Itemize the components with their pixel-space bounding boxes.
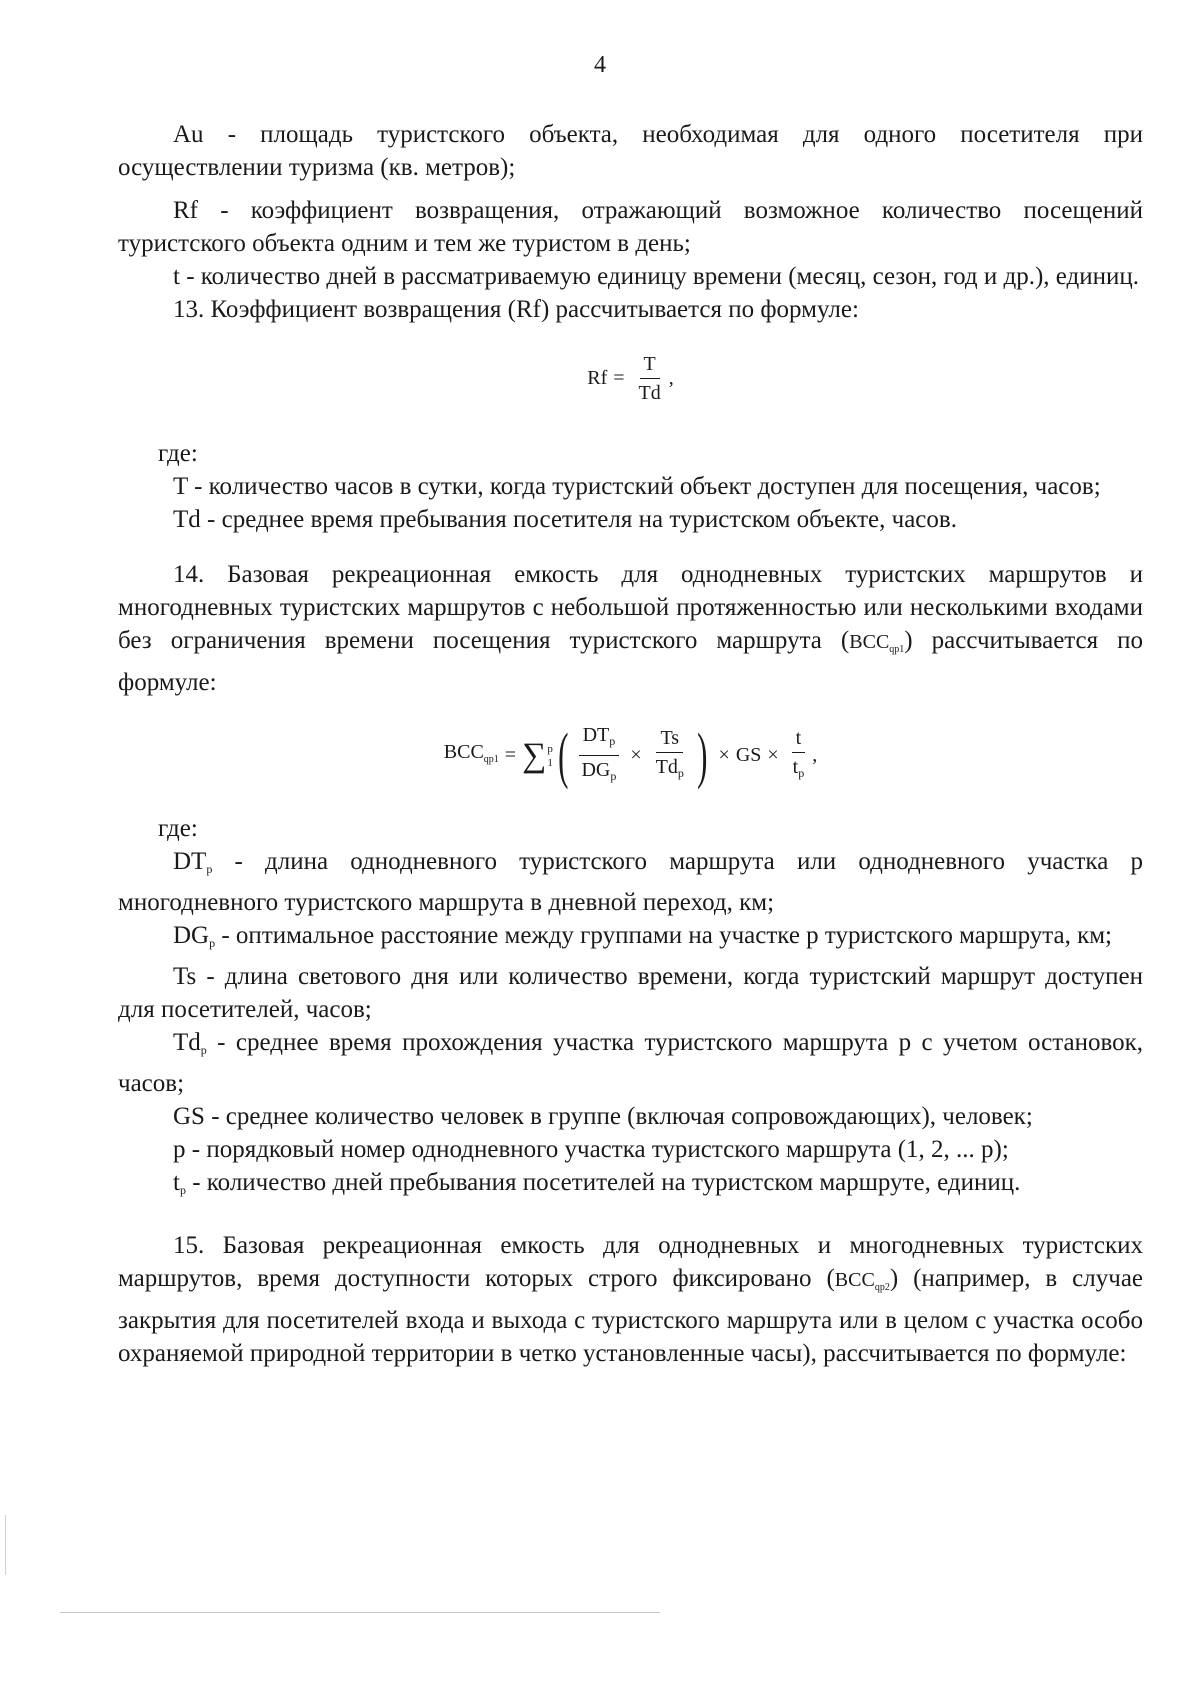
paragraph-14-symbol: BCC xyxy=(849,631,890,653)
def-DGp-sym: DG xyxy=(173,922,210,949)
formula-rf-denominator: Td xyxy=(638,382,661,404)
def-tp xyxy=(118,1166,1143,1207)
def-Tdp-text: - среднее время прохождения участка туристского маршрута p с учетом остановок, часов; xyxy=(118,1029,1143,1097)
def-GS-text: - среднее количество человек в группе (включая сопровождающих), человек; xyxy=(204,1103,1033,1130)
document-body xyxy=(118,118,1143,1370)
def-T: T - количество часов в сутки, когда туристский объект доступен для посещения, часов; xyxy=(173,473,1101,500)
def-Tdp-sub: p xyxy=(200,1043,207,1057)
def-DTp-sub: p xyxy=(206,862,213,876)
times-2: × xyxy=(718,744,730,766)
def-au: Au - площадь туристского объекта, необходимая для одного посетителя при осуществлении туризма (кв. метров); xyxy=(118,121,1143,181)
right-paren: ) xyxy=(697,721,708,790)
formula-bcc xyxy=(118,721,1143,790)
formula-rf-numerator: T xyxy=(640,350,660,379)
formula-bcc-eq: = xyxy=(504,744,517,766)
fraction-2-numerator: Ts xyxy=(656,724,683,753)
def-DGp-text: - оптимальное расстояние между группами на участке p туристского маршрута, км; xyxy=(215,922,1112,949)
scan-bottom-line xyxy=(60,1612,660,1613)
sum-symbol: ∑ p 1 xyxy=(522,737,553,774)
def-GS-sym: GS xyxy=(173,1103,205,1130)
formula-rf-lhs: Rf xyxy=(587,367,608,389)
formula-rf-tail: , xyxy=(668,367,674,389)
def-tp-sym: t xyxy=(173,1169,180,1196)
def-Tdp-sym: Td xyxy=(173,1029,201,1056)
def-GS xyxy=(118,1100,1143,1133)
page-number: 4 xyxy=(594,52,606,78)
formula-rf-fraction xyxy=(635,350,665,407)
left-paren: ( xyxy=(557,721,569,790)
formula-rf xyxy=(118,350,1143,407)
fraction-3-denominator-sub: p xyxy=(798,766,805,780)
def-tp-text: - количество дней пребывания посетителей на туристском маршруте, единиц. xyxy=(185,1169,1021,1196)
formula-bcc-gs: GS xyxy=(735,744,762,766)
def-DTp-text: - длина однодневного туристского маршрута или однодневного участка p многодневного туристского маршрута в дневной переход, км; xyxy=(118,848,1143,916)
def-Td: Td - среднее время пребывания посетителя на туристском объекте, часов. xyxy=(173,506,957,533)
paragraph-14: 14. Базовая рекреационная емкость для однодневных туристских маршрутов и многодневных туристских маршрутов с небольшой протяженностью или несколькими входами без ограничения времени посещения туристского маршрута (BCCqp1) рассчитывается по формуле: xyxy=(118,561,1144,696)
times-3: × xyxy=(767,744,779,766)
paragraph-14-symbol-sub: qp1 xyxy=(889,644,905,655)
where-label-1: где: xyxy=(158,440,198,467)
where-label-2: где: xyxy=(158,815,198,842)
paragraph-14-text: 14. Базовая рекреационная емкость для однодневных туристских маршрутов и многодневных туристских маршрутов с небольшой протяженностью или несколькими входами без ограничения времени посещения туристского маршрута xyxy=(118,561,1143,654)
paragraph-14-end: рассчитывается по формуле: xyxy=(118,627,1144,696)
formula-bcc-fraction-1 xyxy=(577,721,620,790)
paragraph-15-symbol-sub: qp2 xyxy=(874,1282,890,1293)
formula-bcc-fraction-3 xyxy=(789,724,809,787)
fraction-1-denominator-sym: DG xyxy=(581,759,611,781)
def-Ts-text: - длина светового дня или количество времени, когда туристский маршрут доступен для посетителей, часов; xyxy=(118,963,1143,1023)
formula-bcc-lhs-sym: BCC xyxy=(443,740,484,763)
fraction-1-numerator-sym: DT xyxy=(582,724,610,746)
fraction-2-denominator xyxy=(652,753,688,787)
scan-edge-mark xyxy=(5,1515,6,1575)
def-Ts-sym: Ts xyxy=(173,963,197,990)
def-Tdp xyxy=(118,1026,1143,1100)
fraction-3-denominator xyxy=(789,753,809,787)
formula-bcc-fraction-2 xyxy=(652,724,688,787)
def-rf: Rf - коэффициент возвращения, отражающий возможное количество посещений туристского объекта одним и тем же туристом в день; xyxy=(118,197,1143,257)
def-DGp-sub: p xyxy=(209,936,216,950)
sum-lower-limit: 1 xyxy=(547,756,553,769)
def-p-text: - порядковый номер однодневного участка туристского маршрута (1, 2, ... p); xyxy=(185,1136,1009,1163)
def-DGp xyxy=(118,919,1143,960)
formula-rf-eq: = xyxy=(613,367,625,389)
fraction-3-denominator-sym: t xyxy=(792,756,799,778)
paragraph-15-text-b: (например, в случае закрытия для посетителей входа и выхода с туристского маршрута или в целом с участка особо охраняемой природной территории в четко установленные часы), рассчитывается по формуле: xyxy=(118,1265,1144,1367)
fraction-2-denominator-sym: Td xyxy=(655,756,678,778)
fraction-3-numerator: t xyxy=(792,724,806,753)
paragraph-15-symbol: BCC xyxy=(834,1269,875,1291)
times-1: × xyxy=(630,744,642,766)
formula-bcc-lhs xyxy=(444,736,499,776)
fraction-1-numerator xyxy=(579,721,620,756)
def-DTp-sym: DT xyxy=(173,848,207,875)
fraction-1-numerator-sub: p xyxy=(609,734,616,748)
fraction-1-denominator-sub: p xyxy=(610,769,617,783)
def-Ts xyxy=(118,960,1143,1026)
def-tp-sub: p xyxy=(179,1183,186,1197)
paragraph-15: 15. Базовая рекреационная емкость для однодневных и многодневных туристских маршрутов, время доступности которых строго фиксировано (BCCqp2) (например, в случае закрытия для посетителей входа и выхода с туристского маршрута или в целом с участка особо охраняемой природной территории в четко установленные часы), рассчитывается по формуле: xyxy=(118,1232,1144,1367)
formula-bcc-tail: , xyxy=(812,744,818,766)
paragraph-13: 13. Коэффициент возвращения (Rf) рассчитывается по формуле: xyxy=(173,296,859,323)
def-p-sym: p xyxy=(173,1136,186,1163)
def-t: t - количество дней в рассматриваемую единицу времени (месяц, сезон, год и др.), единиц. xyxy=(173,263,1140,290)
sum-upper-limit: p xyxy=(547,742,553,755)
paragraph-15-text-a: 15. Базовая рекреационная емкость для однодневных и многодневных туристских маршрутов, время доступности которых строго фиксировано xyxy=(118,1232,1143,1292)
def-p xyxy=(118,1133,1143,1166)
def-DTp xyxy=(118,845,1143,919)
fraction-1-denominator xyxy=(577,756,620,790)
fraction-2-denominator-sub: p xyxy=(677,766,684,780)
formula-bcc-lhs-sub: qp1 xyxy=(483,753,499,765)
